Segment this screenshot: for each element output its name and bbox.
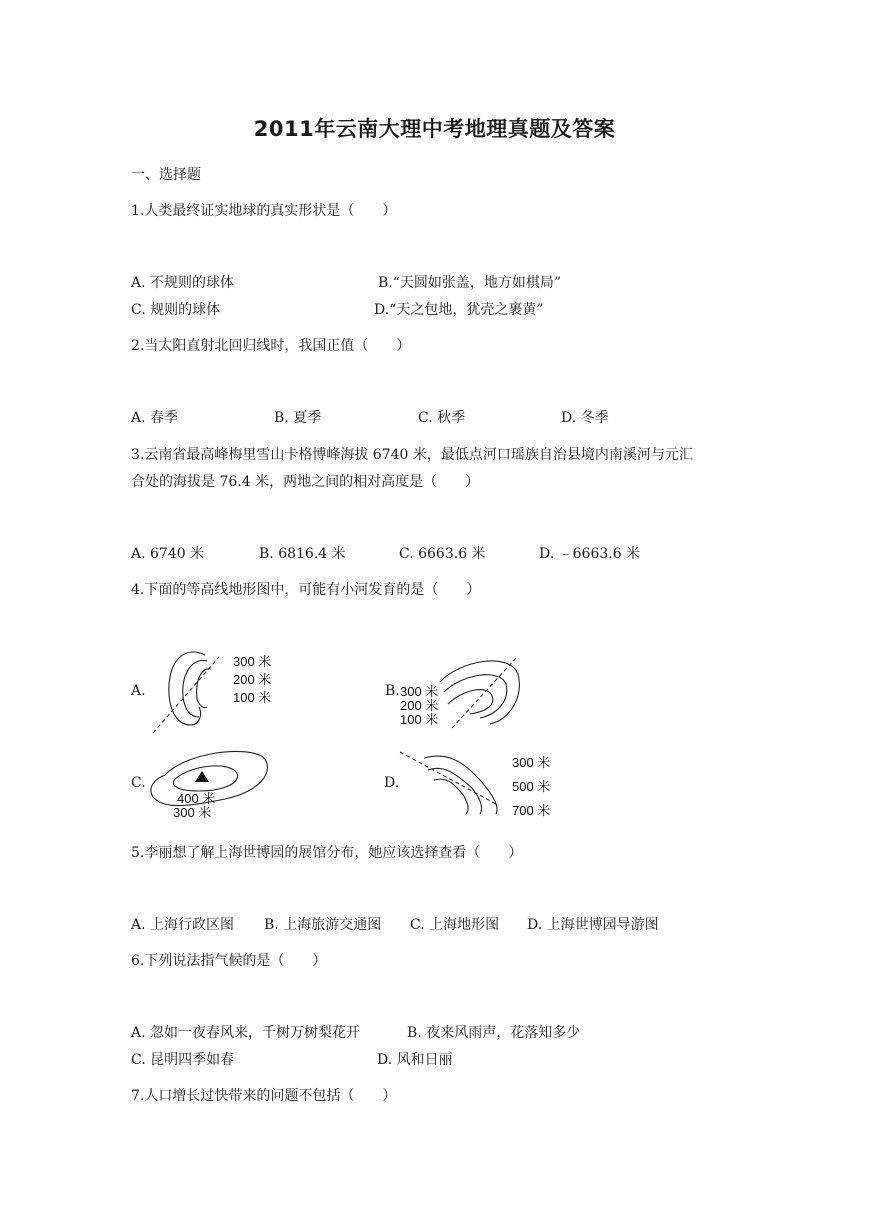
page-title: 2011年云南大理中考地理真题及答案 (253, 117, 616, 141)
ridge-line (400, 752, 496, 804)
question-5-stem: 5.李丽想了解上海世博园的展馆分布，她应该选择查看（ ） (131, 845, 523, 861)
question-6-option-a: A. 忽如一夜春风来，千树万树梨花开 (131, 1025, 361, 1041)
peak-triangle-icon (195, 771, 209, 782)
question-3-option-c: C. 6663.6 米 (399, 546, 486, 562)
contour-line (428, 768, 482, 814)
contour-map-d (400, 748, 560, 823)
question-2-option-d: D. 冬季 (561, 410, 609, 426)
map-a-label-300: 300 米 (233, 654, 272, 669)
question-4-option-a: A. (131, 683, 146, 699)
contour-line (169, 652, 205, 725)
question-2-stem: 2.当太阳直射北回归线时，我国正值（ ） (131, 338, 411, 354)
contour-line (183, 660, 207, 717)
question-6-option-c: C. 昆明四季如春 (131, 1052, 235, 1068)
question-2-option-b: B. 夏季 (274, 410, 322, 426)
contour-line (440, 661, 519, 724)
question-4-option-d: D. (384, 775, 400, 791)
map-d-label-700: 700 米 (512, 803, 551, 818)
section-heading: 一、选择题 (131, 167, 201, 183)
question-4-option-b: B. (385, 683, 400, 699)
question-3-option-b: B. 6816.4 米 (259, 546, 346, 562)
question-1-stem: 1.人类最终证实地球的真实形状是（ ） (131, 203, 397, 219)
contour-map-b (400, 652, 540, 732)
question-1-option-b: B.“天圆如张盖，地方如棋局” (378, 275, 562, 291)
question-5-option-d: D. 上海世博园导游图 (527, 917, 659, 933)
map-d-label-500: 500 米 (512, 779, 551, 794)
question-5-option-c: C. 上海地形图 (410, 917, 500, 933)
map-a-label-100: 100 米 (233, 690, 272, 705)
contour-line (448, 690, 493, 714)
map-c-label-300: 300 米 (173, 805, 212, 820)
question-7-stem: 7.人口增长过快带来的问题不包括（ ） (131, 1088, 397, 1104)
question-1-option-c: C. 规则的球体 (131, 302, 221, 318)
question-3-option-d: D. ﹣6663.6 米 (539, 546, 641, 562)
contour-map-c (145, 745, 280, 825)
question-6-option-d: D. 风和日丽 (377, 1052, 453, 1068)
question-6-stem: 6.下列说法指气候的是（ ） (131, 953, 327, 969)
map-b-label-200: 200 米 (400, 698, 439, 713)
contour-line (424, 756, 497, 814)
question-1-option-d: D.“天之包地，犹壳之裹黄” (374, 302, 544, 318)
map-d-label-300: 300 米 (512, 755, 551, 770)
map-c-label-400: 400 米 (177, 791, 216, 806)
question-6-option-b: B. 夜来风雨声，花落知多少 (407, 1025, 581, 1041)
ridge-line (153, 657, 219, 733)
question-5-option-b: B. 上海旅游交通图 (264, 917, 382, 933)
contour-map-a (145, 645, 285, 740)
question-3-option-a: A. 6740 米 (131, 546, 205, 562)
question-2-option-c: C. 秋季 (418, 410, 466, 426)
question-1-option-a: A. 不规则的球体 (131, 275, 235, 291)
map-b-label-100: 100 米 (400, 712, 439, 727)
question-3-stem-line-1: 3.云南省最高峰梅里雪山卡格博峰海拔 6740 米，最低点河口瑶族自治县境内南溪河与元汇 (131, 447, 693, 463)
question-4-stem: 4.下面的等高线地形图中，可能有小河发育的是（ ） (131, 582, 481, 598)
contour-line (434, 779, 468, 814)
question-2-option-a: A. 春季 (131, 410, 179, 426)
question-4-option-c: C. (131, 775, 146, 791)
map-a-label-200: 200 米 (233, 672, 272, 687)
map-b-label-300: 300 米 (400, 684, 439, 699)
contour-line (444, 675, 507, 718)
question-5-option-a: A. 上海行政区图 (131, 917, 235, 933)
question-3-stem-line-2: 合处的海拔是 76.4 米，两地之间的相对高度是（ ） (131, 474, 480, 490)
